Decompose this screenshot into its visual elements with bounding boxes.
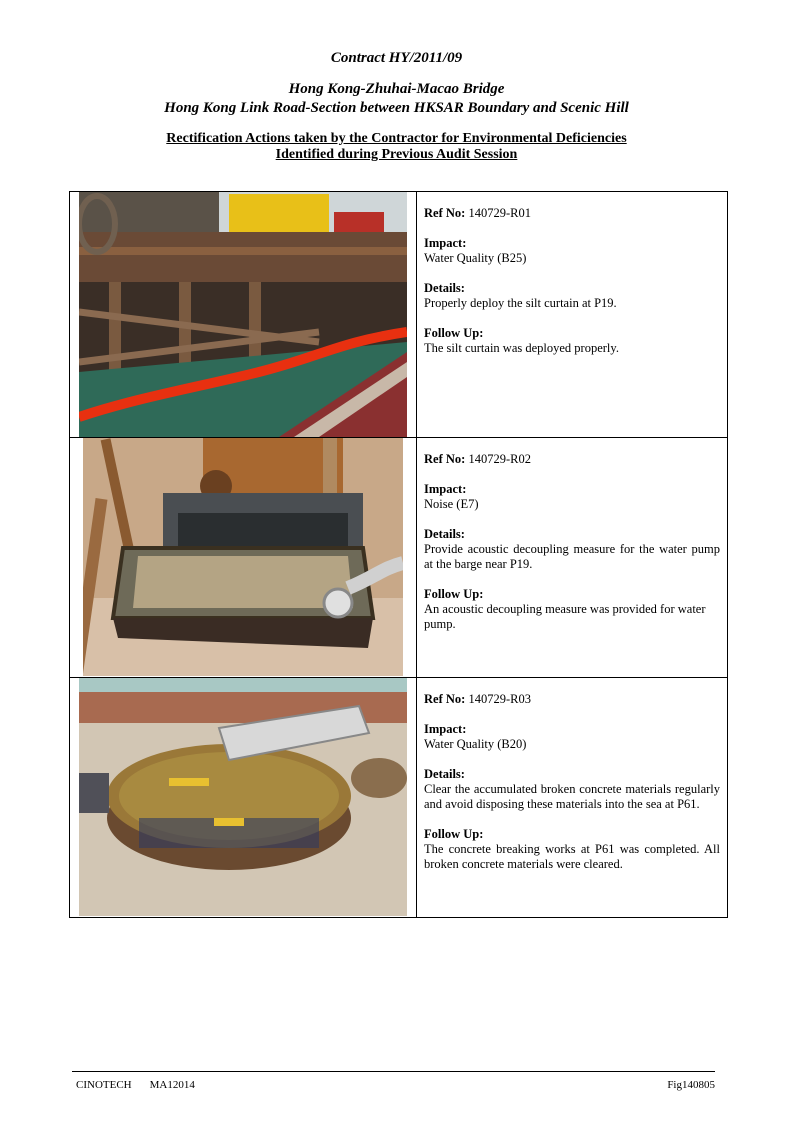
photo-cell: [70, 678, 417, 918]
company-name: CINOTECH: [76, 1079, 132, 1091]
ref-number: 140729-R03: [468, 692, 531, 706]
follow-up-value: The concrete breaking works at P61 was completed. All broken concrete materials were cleared.: [424, 842, 720, 871]
section-heading-line1: Rectification Actions taken by the Contractor for Environmental Deficiencies: [166, 131, 627, 146]
footer-divider: [72, 1071, 715, 1072]
details-label: Details:: [424, 281, 465, 295]
footer-left: [76, 1079, 195, 1091]
photo-cell: [70, 438, 417, 678]
section-heading-line2: Identified during Previous Audit Session: [275, 147, 518, 162]
follow-up-value: An acoustic decoupling measure was provided for water pump.: [424, 602, 706, 631]
document-header: [0, 50, 793, 163]
ref-label: Ref No:: [424, 692, 466, 706]
record-details: [417, 678, 728, 918]
impact-label: Impact:: [424, 236, 467, 250]
impact-label: Impact:: [424, 722, 467, 736]
project-title-line2: Hong Kong Link Road-Section between HKSAR Boundary and Scenic Hill: [164, 100, 629, 116]
photo-silt-curtain: [79, 192, 407, 437]
record-details: [417, 192, 728, 438]
rectification-table: [69, 191, 728, 918]
ref-number: 140729-R01: [468, 206, 531, 220]
follow-up-label: Follow Up:: [424, 827, 484, 841]
photo-cell: [70, 192, 417, 438]
impact-value: Water Quality (B20): [424, 737, 527, 751]
ref-number: 140729-R02: [468, 452, 531, 466]
impact-label: Impact:: [424, 482, 467, 496]
record-details: [417, 438, 728, 678]
impact-value: Noise (E7): [424, 497, 479, 511]
details-label: Details:: [424, 767, 465, 781]
details-value: Provide acoustic decoupling measure for the water pump at the barge near P19.: [424, 542, 720, 571]
project-title-line1: Hong Kong-Zhuhai-Macao Bridge: [288, 81, 505, 97]
follow-up-label: Follow Up:: [424, 587, 484, 601]
follow-up-value: The silt curtain was deployed properly.: [424, 341, 619, 355]
follow-up-label: Follow Up:: [424, 326, 484, 340]
photo-water-pump: [83, 438, 403, 676]
details-label: Details:: [424, 527, 465, 541]
ref-label: Ref No:: [424, 206, 466, 220]
document-code: MA12014: [149, 1079, 195, 1091]
table-row: [70, 192, 728, 438]
impact-value: Water Quality (B25): [424, 251, 527, 265]
photo-concrete-cleared: [79, 678, 407, 916]
details-value: Properly deploy the silt curtain at P19.: [424, 296, 617, 310]
table-row: [70, 438, 728, 678]
table-row: [70, 678, 728, 918]
ref-label: Ref No:: [424, 452, 466, 466]
figure-number: Fig140805: [667, 1079, 715, 1091]
details-value: Clear the accumulated broken concrete materials regularly and avoid disposing these materials into the sea at P61.: [424, 782, 720, 811]
contract-number: Contract HY/2011/09: [330, 50, 463, 66]
